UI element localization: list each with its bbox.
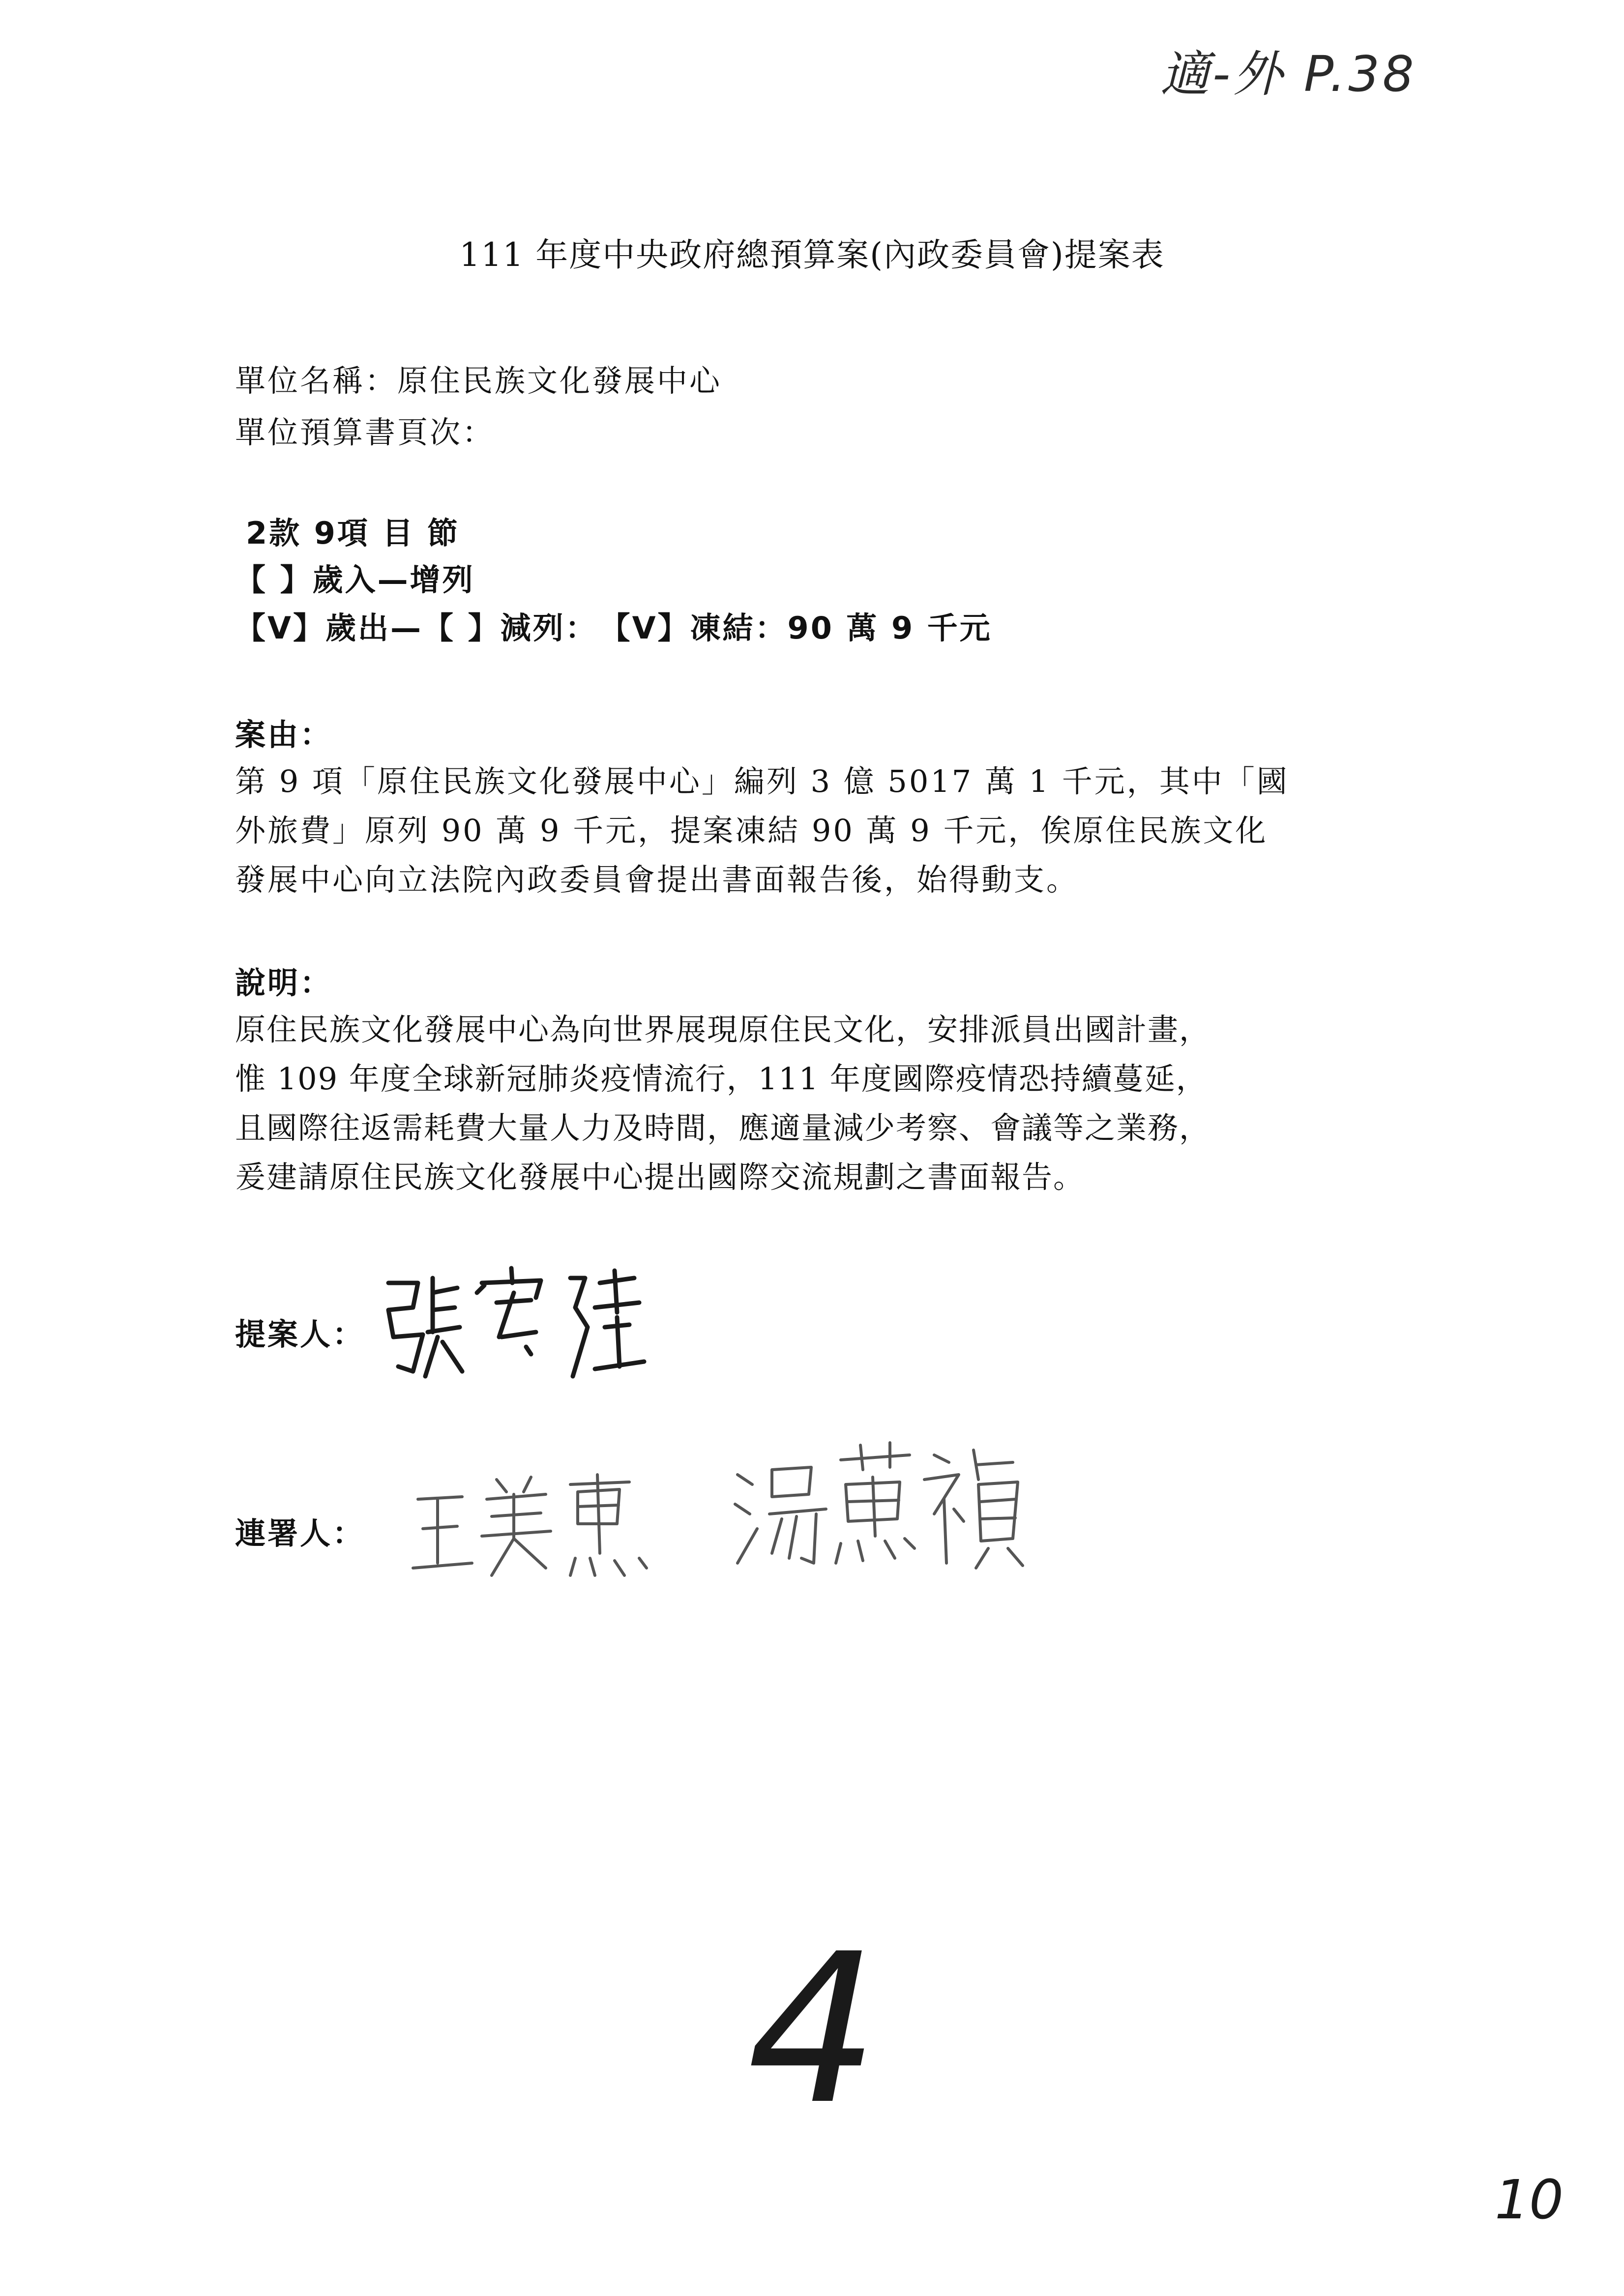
revenue-line: 【 】歲入—增列 bbox=[235, 562, 475, 598]
cosigner-signature bbox=[728, 1435, 1033, 1583]
page-title: 111 年度中央政府總預算案(內政委員會)提案表 bbox=[459, 236, 1165, 274]
handwritten-page-number: 4 bbox=[747, 1910, 879, 2150]
unit-name: 單位名稱：原住民族文化發展中心 bbox=[235, 363, 722, 399]
explanation-line: 且國際往返需耗費大量人力及時間，應適量減少考察、會議等之業務， bbox=[235, 1110, 1211, 1146]
reason-heading: 案由： bbox=[235, 717, 333, 753]
reason-line: 發展中心向立法院內政委員會提出書面報告後，始得動支。 bbox=[235, 862, 1079, 898]
reason-line: 第 9 項「原住民族文化發展中心」編列 3 億 5017 萬 1 千元，其中「國 bbox=[235, 763, 1289, 799]
cosigner-signature bbox=[408, 1470, 664, 1588]
item-reference: 2款 9項 目 節 bbox=[246, 515, 460, 551]
expenditure-line: 【V】歲出—【 】減列： 【V】凍結：90 萬 9 千元 bbox=[235, 610, 992, 646]
reason-line: 外旅費」原列 90 萬 9 千元，提案凍結 90 萬 9 千元，俟原住民族文化 bbox=[235, 813, 1268, 848]
handwritten-header-note: 適-外 P.38 bbox=[1160, 45, 1417, 103]
unit-page: 單位預算書頁次： bbox=[235, 414, 495, 450]
cosigner-label: 連署人： bbox=[235, 1515, 365, 1551]
explanation-line: 爰建請原住民族文化發展中心提出國際交流規劃之書面報告。 bbox=[235, 1159, 1085, 1195]
explanation-heading: 說明： bbox=[235, 965, 333, 1001]
handwritten-corner-number: 10 bbox=[1495, 2168, 1564, 2231]
explanation-line: 惟 109 年度全球新冠肺炎疫情流行，111 年度國際疫情恐持續蔓延， bbox=[235, 1061, 1208, 1097]
proposer-signature bbox=[379, 1263, 654, 1391]
explanation-line: 原住民族文化發展中心為向世界展現原住民文化，安排派員出國計畫， bbox=[235, 1012, 1211, 1047]
proposer-label: 提案人： bbox=[235, 1316, 365, 1352]
